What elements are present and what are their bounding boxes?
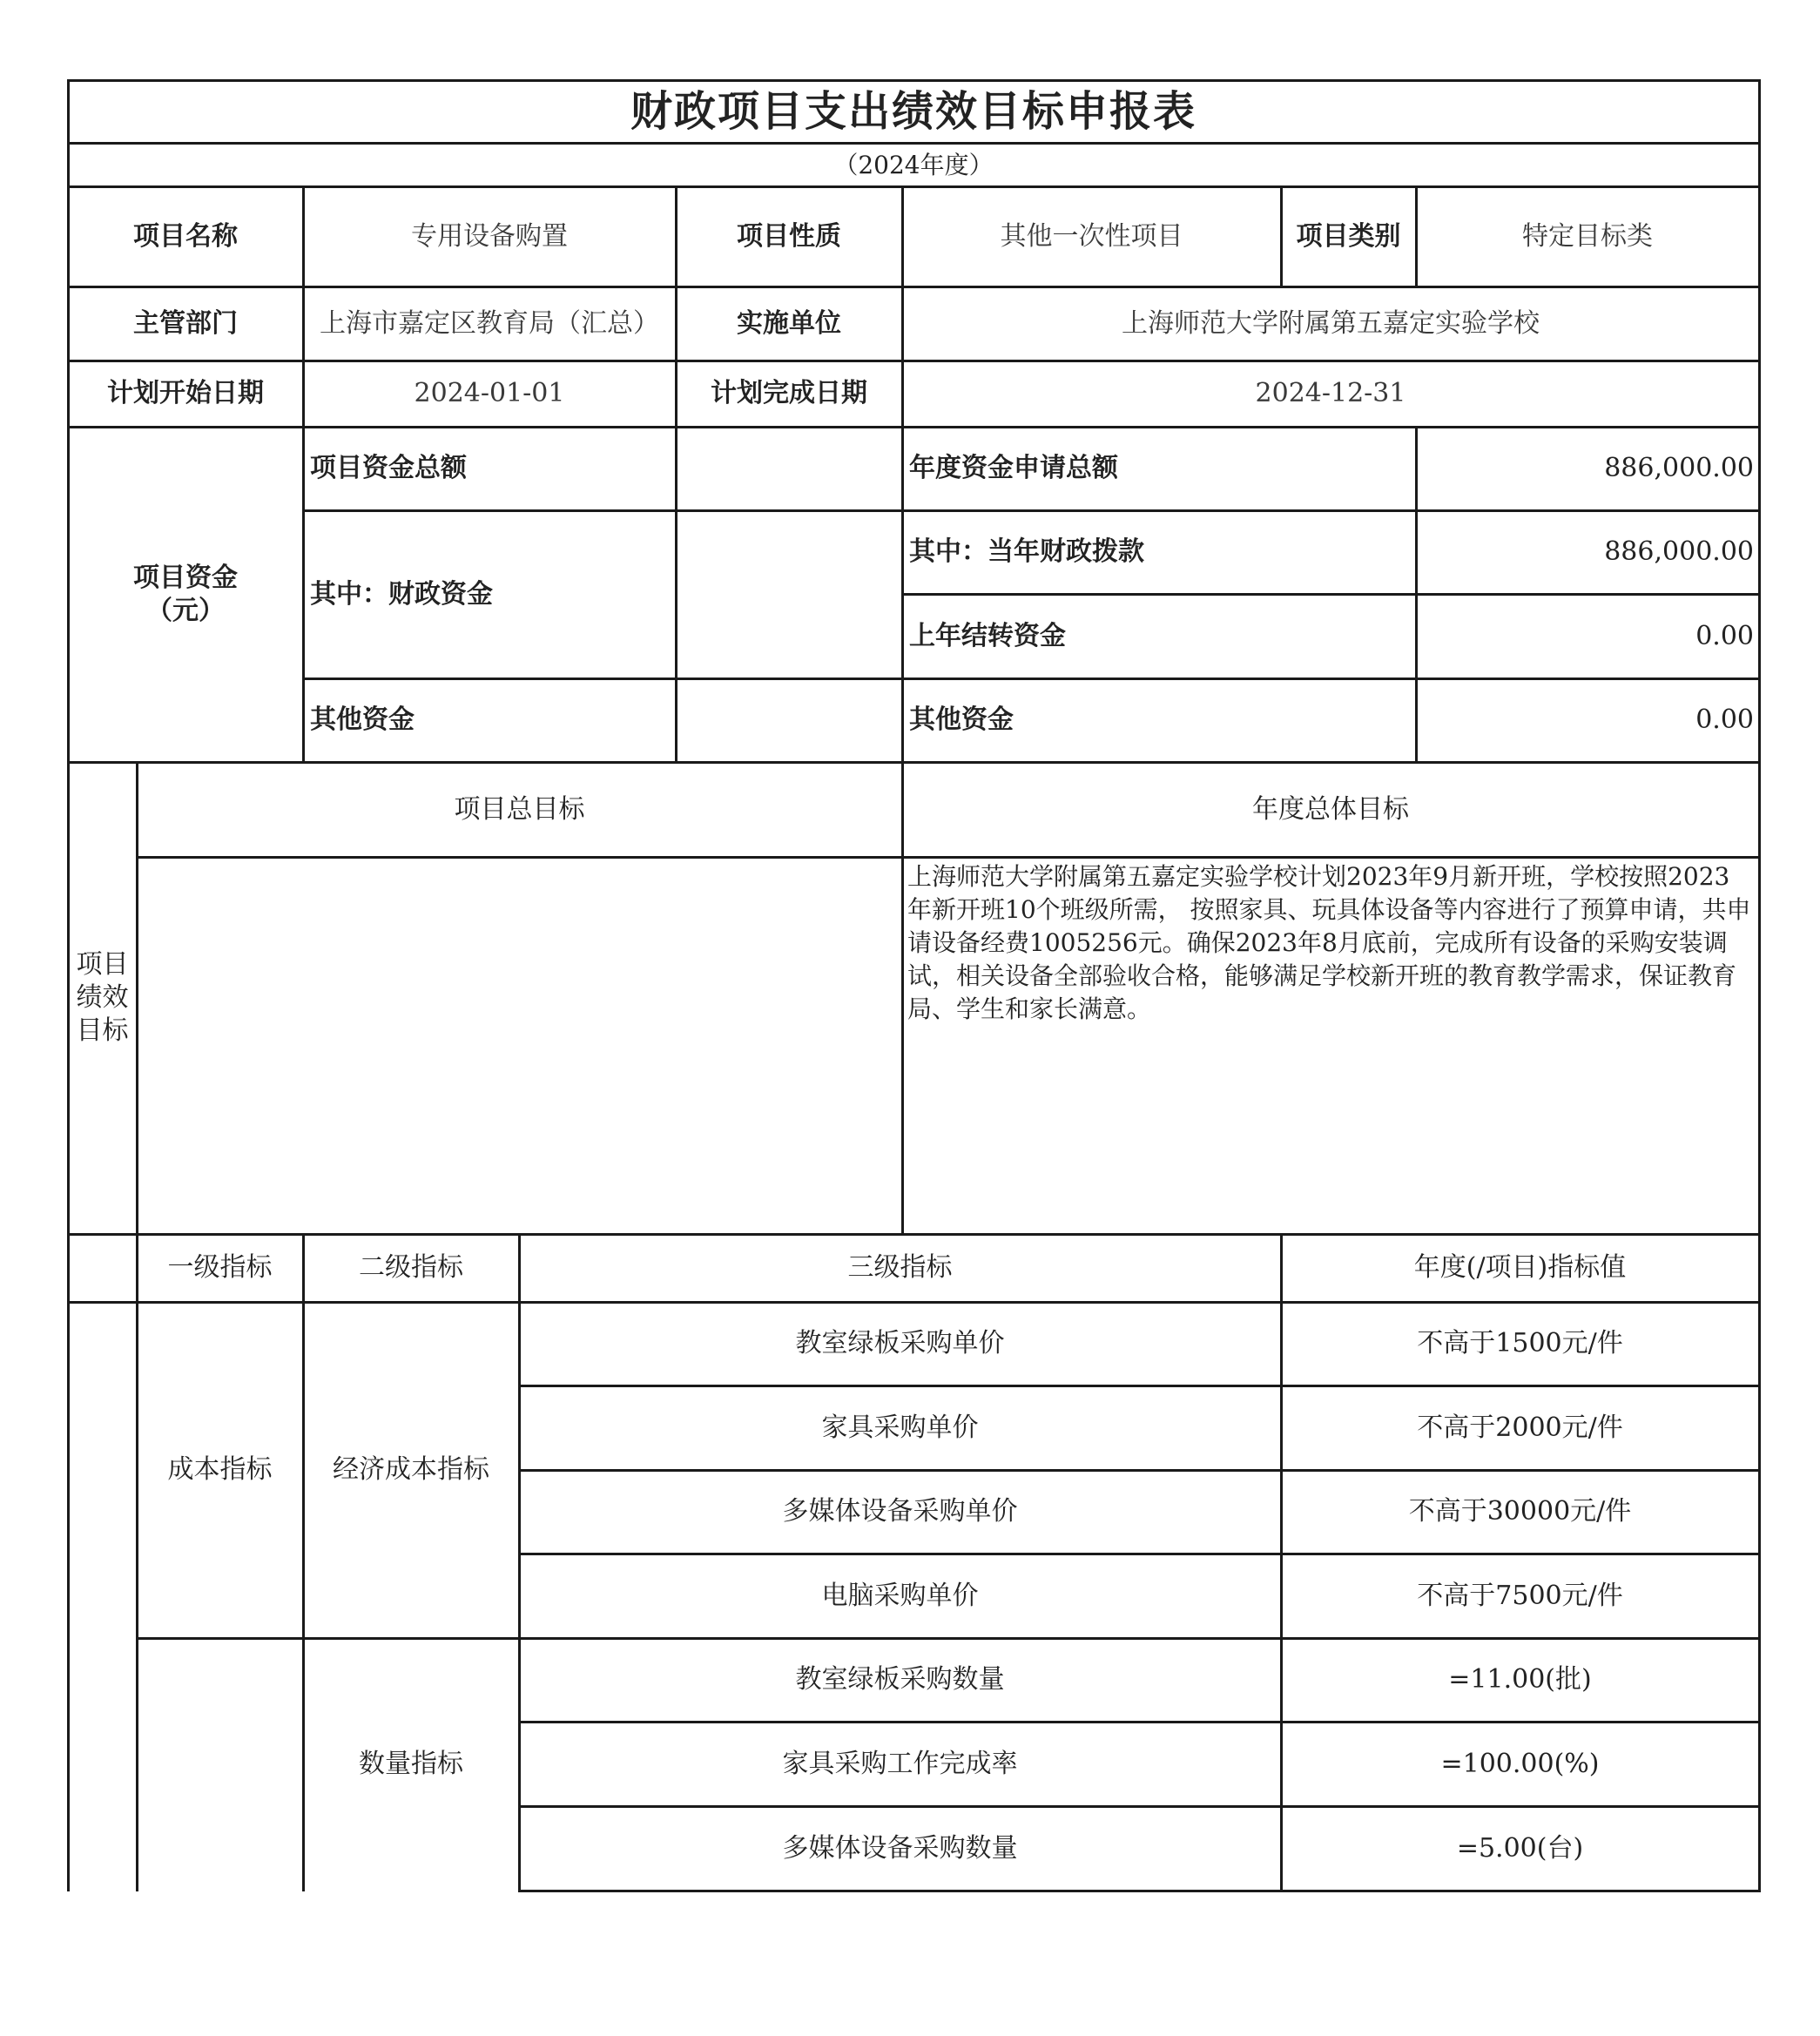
- funds-total-label: 项目资金总额: [310, 453, 467, 484]
- funds-section-label: 项目资金 （元）: [133, 563, 238, 626]
- quantity-level2: 数量指标: [359, 1749, 463, 1780]
- end-date-label: 计划完成日期: [711, 378, 867, 409]
- annual-other-value: 0.00: [1695, 705, 1754, 736]
- grid-line: [136, 1637, 1761, 1640]
- project-category-value: 特定目标类: [1522, 220, 1653, 252]
- indicator-value: 不高于1500元/件: [1417, 1328, 1623, 1359]
- overall-goal-header: 项目总目标: [454, 793, 585, 825]
- overall-goal-text: [137, 857, 902, 1234]
- level2-header: 二级指标: [359, 1252, 463, 1284]
- grid-line: [302, 678, 1761, 680]
- grid-line: [518, 1890, 1761, 1892]
- form-title: 财政项目支出绩效目标申报表: [630, 87, 1196, 136]
- funds-fiscal-label: 其中：财政资金: [310, 578, 493, 610]
- grid-line: [1758, 79, 1761, 1892]
- grid-line: [518, 1469, 1761, 1472]
- indicator-value: 不高于30000元/件: [1408, 1496, 1632, 1527]
- indicator-value: 不高于7500元/件: [1417, 1580, 1623, 1611]
- grid-line: [901, 185, 904, 1236]
- annual-goal-text: 上海师范大学附属第五嘉定实验学校计划2023年9月新开班，学校按照2023年新开班10个班级所需， 按照家具、玩具体设备等内容进行了预算申请，共申请设备经费1005256元。确保2023年8月底前，完成所有设备的采购安装调试，相关设备全部验收合格，能够满足学校新开班的教育教学需求，保证教育局、学生和家长满意。: [907, 862, 1751, 1023]
- indicator-name: 多媒体设备采购数量: [782, 1832, 1018, 1864]
- grid-line: [302, 1233, 305, 1891]
- cost-level2: 经济成本指标: [333, 1454, 489, 1486]
- grid-line: [67, 185, 1761, 188]
- grid-line: [67, 761, 1761, 764]
- grid-line: [136, 856, 1761, 859]
- project-nature-label: 项目性质: [737, 220, 841, 252]
- grid-line: [67, 1301, 1761, 1304]
- funds-total-value: [676, 427, 902, 510]
- indicator-name: 电脑采购单价: [821, 1580, 979, 1611]
- grid-line: [518, 1233, 521, 1892]
- department-label: 主管部门: [133, 307, 238, 339]
- annual-other-label: 其他资金: [909, 705, 1014, 736]
- funds-other-value: [676, 678, 902, 762]
- funds-fiscal-value: [676, 510, 902, 678]
- grid-line: [67, 142, 1761, 145]
- indicator-name: 家具采购工作完成率: [782, 1748, 1018, 1779]
- goals-section-label: 项目 绩效 目标: [76, 949, 129, 1046]
- annual-goal-header: 年度总体目标: [1252, 793, 1409, 825]
- level3-header: 三级指标: [847, 1252, 953, 1284]
- indicator-name: 多媒体设备采购单价: [782, 1496, 1018, 1527]
- grid-line: [675, 185, 677, 763]
- form-year: （2024年度）: [833, 150, 994, 179]
- value-header: 年度(/项目)指标值: [1413, 1252, 1627, 1284]
- annual-total-label: 年度资金申请总额: [909, 453, 1118, 484]
- grid-line: [302, 509, 1761, 512]
- indicator-name: 家具采购单价: [821, 1412, 979, 1443]
- grid-line: [518, 1721, 1761, 1723]
- indicator-name: 教室绿板采购单价: [795, 1328, 1005, 1359]
- grid-line: [1415, 426, 1418, 763]
- indicator-value: =100.00(%): [1440, 1748, 1600, 1779]
- grid-line: [67, 79, 70, 1891]
- grid-line: [1280, 1233, 1283, 1892]
- implementer-label: 实施单位: [737, 307, 841, 339]
- grid-line: [901, 593, 1761, 596]
- grid-line: [518, 1553, 1761, 1555]
- indicator-value: =5.00(台): [1456, 1832, 1584, 1864]
- start-date-label: 计划开始日期: [107, 378, 264, 409]
- current-fiscal-value: 886,000.00: [1604, 536, 1754, 568]
- indicator-name: 教室绿板采购数量: [795, 1664, 1005, 1696]
- grid-line: [136, 761, 138, 1891]
- grid-line: [67, 79, 1761, 82]
- project-name-label: 项目名称: [133, 220, 238, 252]
- implementer-value: 上海师范大学附属第五嘉定实验学校: [1122, 307, 1540, 339]
- grid-line: [1280, 185, 1283, 287]
- grid-line: [67, 360, 1761, 362]
- carryover-label: 上年结转资金: [909, 620, 1066, 651]
- grid-line: [518, 1385, 1761, 1387]
- funds-other-label: 其他资金: [310, 705, 415, 736]
- cost-level1: 成本指标: [167, 1454, 273, 1486]
- carryover-value: 0.00: [1695, 620, 1754, 651]
- current-fiscal-label: 其中：当年财政拨款: [909, 536, 1144, 568]
- grid-line: [67, 286, 1761, 288]
- annual-total-value: 886,000.00: [1604, 453, 1754, 484]
- indicator-value: =11.00(批): [1448, 1664, 1592, 1696]
- project-nature-value: 其他一次性项目: [1000, 220, 1183, 252]
- indicator-value: 不高于2000元/件: [1417, 1412, 1623, 1443]
- project-name-value: 专用设备购置: [411, 220, 568, 252]
- level1-header: 一级指标: [167, 1252, 273, 1284]
- start-date-value: 2024-01-01: [414, 378, 565, 409]
- grid-line: [302, 185, 305, 763]
- department-value: 上海市嘉定区教育局（汇总）: [320, 307, 659, 339]
- grid-line: [67, 1233, 1761, 1236]
- grid-line: [67, 426, 1761, 428]
- grid-line: [518, 1805, 1761, 1808]
- grid-line: [1415, 185, 1418, 287]
- end-date-value: 2024-12-31: [1255, 378, 1406, 409]
- project-category-label: 项目类别: [1296, 220, 1401, 252]
